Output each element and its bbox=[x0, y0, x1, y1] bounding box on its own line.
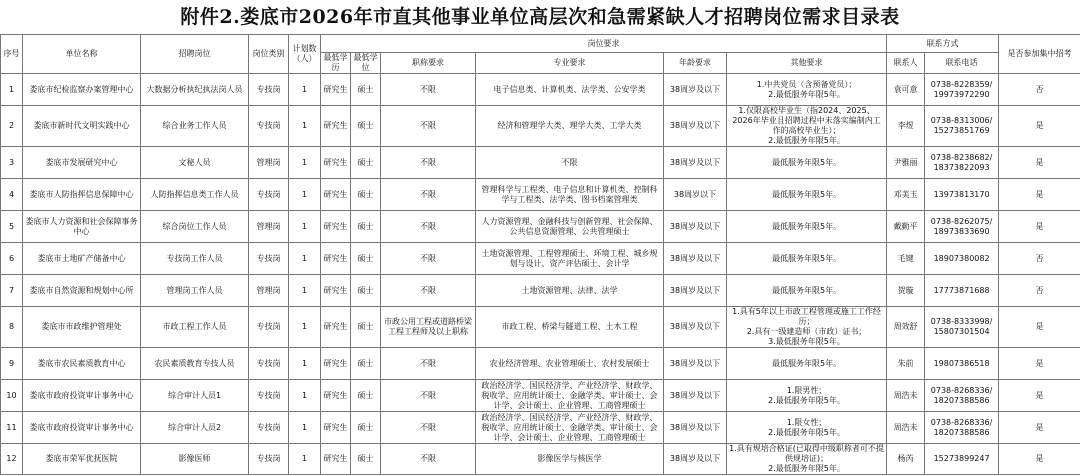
cell-unit: 娄底市政府投资审计事务中心 bbox=[23, 412, 141, 444]
cell-seq: 2 bbox=[1, 106, 23, 147]
cell-centralized: 否 bbox=[999, 275, 1080, 307]
cell-phone: 0738-8268336/ 18207388586 bbox=[925, 380, 999, 412]
cell-category: 专技岗 bbox=[249, 380, 289, 412]
cell-position: 管理岗工作人员 bbox=[141, 275, 249, 307]
cell-centralized: 是 bbox=[999, 380, 1080, 412]
cell-unit: 娄底市纪检监察办案管理中心 bbox=[23, 74, 141, 106]
cell-other: 最低服务年限5年。 bbox=[727, 179, 887, 211]
cell-unit: 娄底市农民素质教育中心 bbox=[23, 348, 141, 380]
cell-position: 综合岗位工作人员 bbox=[141, 211, 249, 243]
cell-seq: 11 bbox=[1, 412, 23, 444]
cell-plan: 1 bbox=[289, 147, 321, 179]
cell-seq: 3 bbox=[1, 147, 23, 179]
cell-position: 市政工程工作人员 bbox=[141, 307, 249, 348]
cell-major: 不限 bbox=[476, 147, 664, 179]
cell-title-req: 不限 bbox=[381, 412, 476, 444]
cell-major: 政治经济学、国民经济学、产业经济学、财政学、税收学、应用统计硕士、金融学类、审计硕士、会计学、会计硕士、企业管理、工商管理硕士 bbox=[476, 412, 664, 444]
cell-other: 1.具有规培合格证(已取得中级职称者可不提供规培证)； 2.最低服务年限5年。 bbox=[727, 444, 887, 475]
table-body bbox=[1, 74, 1080, 475]
table-row bbox=[1, 380, 1080, 412]
cell-plan: 1 bbox=[289, 211, 321, 243]
cell-age: 38周岁及以下 bbox=[664, 444, 727, 475]
cell-seq: 1 bbox=[1, 74, 23, 106]
cell-age: 38周岁及以下 bbox=[664, 348, 727, 380]
cell-centralized: 是 bbox=[999, 106, 1080, 147]
header-degree: 最低学位 bbox=[351, 53, 381, 74]
cell-plan: 1 bbox=[289, 106, 321, 147]
header-education: 最低学历 bbox=[321, 53, 351, 74]
cell-degree: 硕士 bbox=[351, 243, 381, 275]
cell-degree: 硕士 bbox=[351, 380, 381, 412]
cell-education: 研究生 bbox=[321, 74, 351, 106]
cell-unit: 娄底市发展研究中心 bbox=[23, 147, 141, 179]
cell-phone: 0738-8238682/ 18373822093 bbox=[925, 147, 999, 179]
cell-education: 研究生 bbox=[321, 348, 351, 380]
cell-plan: 1 bbox=[289, 243, 321, 275]
cell-age: 38周岁及以下 bbox=[664, 275, 727, 307]
cell-title-req: 不限 bbox=[381, 348, 476, 380]
cell-education: 研究生 bbox=[321, 243, 351, 275]
cell-seq: 5 bbox=[1, 211, 23, 243]
cell-category: 专技岗 bbox=[249, 307, 289, 348]
header-age: 年龄要求 bbox=[664, 53, 727, 74]
cell-plan: 1 bbox=[289, 444, 321, 475]
cell-title-req: 不限 bbox=[381, 243, 476, 275]
cell-centralized: 是 bbox=[999, 348, 1080, 380]
cell-title-req: 不限 bbox=[381, 179, 476, 211]
cell-unit: 娄底市人防指挥信息保障中心 bbox=[23, 179, 141, 211]
cell-phone: 0738-8262075/ 18973833690 bbox=[925, 211, 999, 243]
cell-age: 38周岁及以下 bbox=[664, 211, 727, 243]
cell-contact-person: 杨芮 bbox=[887, 444, 925, 475]
cell-age: 38周岁及以下 bbox=[664, 412, 727, 444]
cell-other: 1.中共党员（含预备党员）； 2.最低服务年限5年。 bbox=[727, 74, 887, 106]
cell-position: 人防指挥信息类工作人员 bbox=[141, 179, 249, 211]
cell-phone: 19807386518 bbox=[925, 348, 999, 380]
cell-major: 影像医学与核医学 bbox=[476, 444, 664, 475]
cell-major: 电子信息类、计算机类、法学类、公安学类 bbox=[476, 74, 664, 106]
cell-phone: 0738-8268336/ 18207388586 bbox=[925, 412, 999, 444]
cell-age: 38周岁及以下 bbox=[664, 106, 727, 147]
cell-category: 管理岗 bbox=[249, 147, 289, 179]
cell-age: 38周岁以下 bbox=[664, 179, 727, 211]
table-row bbox=[1, 106, 1080, 147]
cell-education: 研究生 bbox=[321, 106, 351, 147]
cell-category: 管理岗 bbox=[249, 275, 289, 307]
cell-centralized: 否 bbox=[999, 74, 1080, 106]
cell-major: 管理科学与工程类、电子信息和计算机类、控制科学与工程类、法学类、图书档案管理类 bbox=[476, 179, 664, 211]
header-unit: 单位名称 bbox=[23, 35, 141, 74]
cell-position: 农民素质教育专技人员 bbox=[141, 348, 249, 380]
cell-plan: 1 bbox=[289, 348, 321, 380]
cell-unit: 娄底市新时代文明实践中心 bbox=[23, 106, 141, 147]
cell-seq: 7 bbox=[1, 275, 23, 307]
cell-seq: 4 bbox=[1, 179, 23, 211]
header-contact: 联系方式 bbox=[887, 35, 999, 53]
table-row bbox=[1, 348, 1080, 380]
cell-unit: 娄底市市政维护管理处 bbox=[23, 307, 141, 348]
cell-seq: 6 bbox=[1, 243, 23, 275]
cell-phone: 0738-8228359/ 19973972290 bbox=[925, 74, 999, 106]
cell-other: 1.仅限高校毕业生（指2024、2025、2026年毕业且招聘过程中未落实编制内工作的高校毕业生）； 2.最低服务年限5年。 bbox=[727, 106, 887, 147]
cell-position: 综合审计人员1 bbox=[141, 380, 249, 412]
cell-degree: 硕士 bbox=[351, 348, 381, 380]
table-row bbox=[1, 275, 1080, 307]
cell-position: 综合业务工作人员 bbox=[141, 106, 249, 147]
cell-category: 专技岗 bbox=[249, 106, 289, 147]
cell-seq: 10 bbox=[1, 380, 23, 412]
cell-education: 研究生 bbox=[321, 275, 351, 307]
cell-degree: 硕士 bbox=[351, 275, 381, 307]
cell-category: 管理岗 bbox=[249, 211, 289, 243]
cell-other: 最低服务年限5年。 bbox=[727, 243, 887, 275]
cell-centralized: 否 bbox=[999, 243, 1080, 275]
cell-plan: 1 bbox=[289, 412, 321, 444]
cell-degree: 硕士 bbox=[351, 179, 381, 211]
cell-centralized: 是 bbox=[999, 444, 1080, 475]
cell-degree: 硕士 bbox=[351, 444, 381, 475]
cell-title-req: 不限 bbox=[381, 444, 476, 475]
cell-centralized: 是 bbox=[999, 179, 1080, 211]
cell-degree: 硕士 bbox=[351, 307, 381, 348]
cell-education: 研究生 bbox=[321, 211, 351, 243]
cell-major: 土地资源管理、法律、法学 bbox=[476, 275, 664, 307]
cell-degree: 硕士 bbox=[351, 211, 381, 243]
cell-contact-person: 李煜 bbox=[887, 106, 925, 147]
cell-plan: 1 bbox=[289, 179, 321, 211]
cell-unit: 娄底市土地矿产储备中心 bbox=[23, 243, 141, 275]
cell-contact-person: 毛键 bbox=[887, 243, 925, 275]
cell-major: 土地资源管理、工程管理硕士、环境工程、城乡规划与设计、资产评估硕士、会计学 bbox=[476, 243, 664, 275]
cell-contact-person: 袁可意 bbox=[887, 74, 925, 106]
cell-contact-person: 周浩未 bbox=[887, 412, 925, 444]
cell-age: 38周岁及以下 bbox=[664, 380, 727, 412]
cell-other: 1.限男性； 2.最低服务年限5年。 bbox=[727, 380, 887, 412]
cell-contact-person: 戴勤平 bbox=[887, 211, 925, 243]
cell-major: 农业经济管理、农业管理硕士、农村发展硕士 bbox=[476, 348, 664, 380]
cell-education: 研究生 bbox=[321, 307, 351, 348]
cell-unit: 娄底市荣军优抚医院 bbox=[23, 444, 141, 475]
cell-category: 专技岗 bbox=[249, 74, 289, 106]
cell-category: 专技岗 bbox=[249, 412, 289, 444]
header-title-req: 职称要求 bbox=[381, 53, 476, 74]
cell-centralized: 是 bbox=[999, 412, 1080, 444]
cell-phone: 15273899247 bbox=[925, 444, 999, 475]
table-row bbox=[1, 243, 1080, 275]
table-row bbox=[1, 307, 1080, 348]
cell-unit: 娄底市自然资源和规划中心所 bbox=[23, 275, 141, 307]
cell-degree: 硕士 bbox=[351, 74, 381, 106]
cell-category: 专技岗 bbox=[249, 179, 289, 211]
cell-centralized: 是 bbox=[999, 147, 1080, 179]
cell-contact-person: 邓美玉 bbox=[887, 179, 925, 211]
cell-phone: 0738-8313006/ 15273851769 bbox=[925, 106, 999, 147]
header-requirements: 岗位要求 bbox=[321, 35, 887, 53]
cell-position: 文秘人员 bbox=[141, 147, 249, 179]
cell-major: 经济和管理学大类、理学大类、工学大类 bbox=[476, 106, 664, 147]
cell-seq: 12 bbox=[1, 444, 23, 475]
cell-category: 专技岗 bbox=[249, 444, 289, 475]
cell-position: 影像医师 bbox=[141, 444, 249, 475]
cell-other: 最低服务年限5年。 bbox=[727, 275, 887, 307]
cell-title-req: 不限 bbox=[381, 147, 476, 179]
cell-other: 1.限女性； 2.最低服务年限5年。 bbox=[727, 412, 887, 444]
cell-plan: 1 bbox=[289, 275, 321, 307]
table-row bbox=[1, 211, 1080, 243]
cell-contact-person: 周浩未 bbox=[887, 380, 925, 412]
recruitment-table bbox=[0, 34, 1080, 475]
cell-contact-person: 贺璇 bbox=[887, 275, 925, 307]
header-plan: 计划数（人） bbox=[289, 35, 321, 74]
cell-education: 研究生 bbox=[321, 444, 351, 475]
cell-plan: 1 bbox=[289, 74, 321, 106]
cell-degree: 硕士 bbox=[351, 106, 381, 147]
cell-position: 大数据分析执纪执法岗人员 bbox=[141, 74, 249, 106]
cell-other: 最低服务年限5年。 bbox=[727, 211, 887, 243]
header-contact-person: 联系人 bbox=[887, 53, 925, 74]
header-position: 招聘岗位 bbox=[141, 35, 249, 74]
cell-plan: 1 bbox=[289, 380, 321, 412]
cell-position: 综合审计人员2 bbox=[141, 412, 249, 444]
cell-other: 最低服务年限5年。 bbox=[727, 147, 887, 179]
cell-phone: 13973813170 bbox=[925, 179, 999, 211]
cell-position: 专技岗工作人员 bbox=[141, 243, 249, 275]
cell-unit: 娄底市人力资源和社会保障事务中心 bbox=[23, 211, 141, 243]
cell-age: 38周岁及以下 bbox=[664, 307, 727, 348]
cell-title-req: 不限 bbox=[381, 74, 476, 106]
cell-title-req: 市政公用工程或道路桥梁工程工程师及以上职称 bbox=[381, 307, 476, 348]
cell-category: 专技岗 bbox=[249, 243, 289, 275]
cell-age: 38周岁及以下 bbox=[664, 74, 727, 106]
header-other: 其他要求 bbox=[727, 53, 887, 74]
table-row bbox=[1, 412, 1080, 444]
cell-centralized: 是 bbox=[999, 211, 1080, 243]
cell-contact-person: 周效舒 bbox=[887, 307, 925, 348]
cell-contact-person: 尹雅丽 bbox=[887, 147, 925, 179]
header-centralized: 是否参加集中招考 bbox=[999, 35, 1080, 74]
cell-title-req: 不限 bbox=[381, 275, 476, 307]
cell-major: 政治经济学、国民经济学、产业经济学、财政学、税收学、应用统计硕士、金融学类、审计硕士、会计学、会计硕士、企业管理、工商管理硕士 bbox=[476, 380, 664, 412]
cell-education: 研究生 bbox=[321, 147, 351, 179]
cell-category: 专技岗 bbox=[249, 348, 289, 380]
header-seq: 序号 bbox=[1, 35, 23, 74]
cell-unit: 娄底市政府投资审计事务中心 bbox=[23, 380, 141, 412]
table-row bbox=[1, 444, 1080, 475]
cell-seq: 9 bbox=[1, 348, 23, 380]
cell-title-req: 不限 bbox=[381, 211, 476, 243]
header-phone: 联系电话 bbox=[925, 53, 999, 74]
header-category: 岗位类别 bbox=[249, 35, 289, 74]
cell-degree: 硕士 bbox=[351, 147, 381, 179]
document-title: 附件2.娄底市2026年市直其他事业单位高层次和急需紧缺人才招聘岗位需求目录表 bbox=[180, 6, 900, 28]
cell-other: 最低服务年限5年。 bbox=[727, 348, 887, 380]
cell-plan: 1 bbox=[289, 307, 321, 348]
cell-education: 研究生 bbox=[321, 380, 351, 412]
cell-education: 研究生 bbox=[321, 412, 351, 444]
table-row bbox=[1, 74, 1080, 106]
table-row bbox=[1, 179, 1080, 211]
cell-title-req: 不限 bbox=[381, 106, 476, 147]
table-row bbox=[1, 147, 1080, 179]
cell-seq: 8 bbox=[1, 307, 23, 348]
cell-phone: 18907380082 bbox=[925, 243, 999, 275]
cell-age: 38周岁及以下 bbox=[664, 243, 727, 275]
cell-title-req: 不限 bbox=[381, 380, 476, 412]
cell-other: 1.具有5年以上市政工程管理或施工工作经历； 2.具有一级建造师（市政）证书； 3.最低服务年限5年。 bbox=[727, 307, 887, 348]
cell-centralized: 是 bbox=[999, 307, 1080, 348]
header-major: 专业要求 bbox=[476, 53, 664, 74]
cell-age: 38周岁及以下 bbox=[664, 147, 727, 179]
table-header bbox=[1, 35, 1080, 74]
cell-phone: 17773871688 bbox=[925, 275, 999, 307]
cell-degree: 硕士 bbox=[351, 412, 381, 444]
cell-phone: 0738-8333998/ 15807301504 bbox=[925, 307, 999, 348]
cell-major: 人力资源管理、金融科技与创新管理、社会保障、公共信息资源管理、公共管理硕士 bbox=[476, 211, 664, 243]
cell-education: 研究生 bbox=[321, 179, 351, 211]
cell-contact-person: 朱前 bbox=[887, 348, 925, 380]
cell-major: 市政工程、桥梁与隧道工程、土木工程 bbox=[476, 307, 664, 348]
